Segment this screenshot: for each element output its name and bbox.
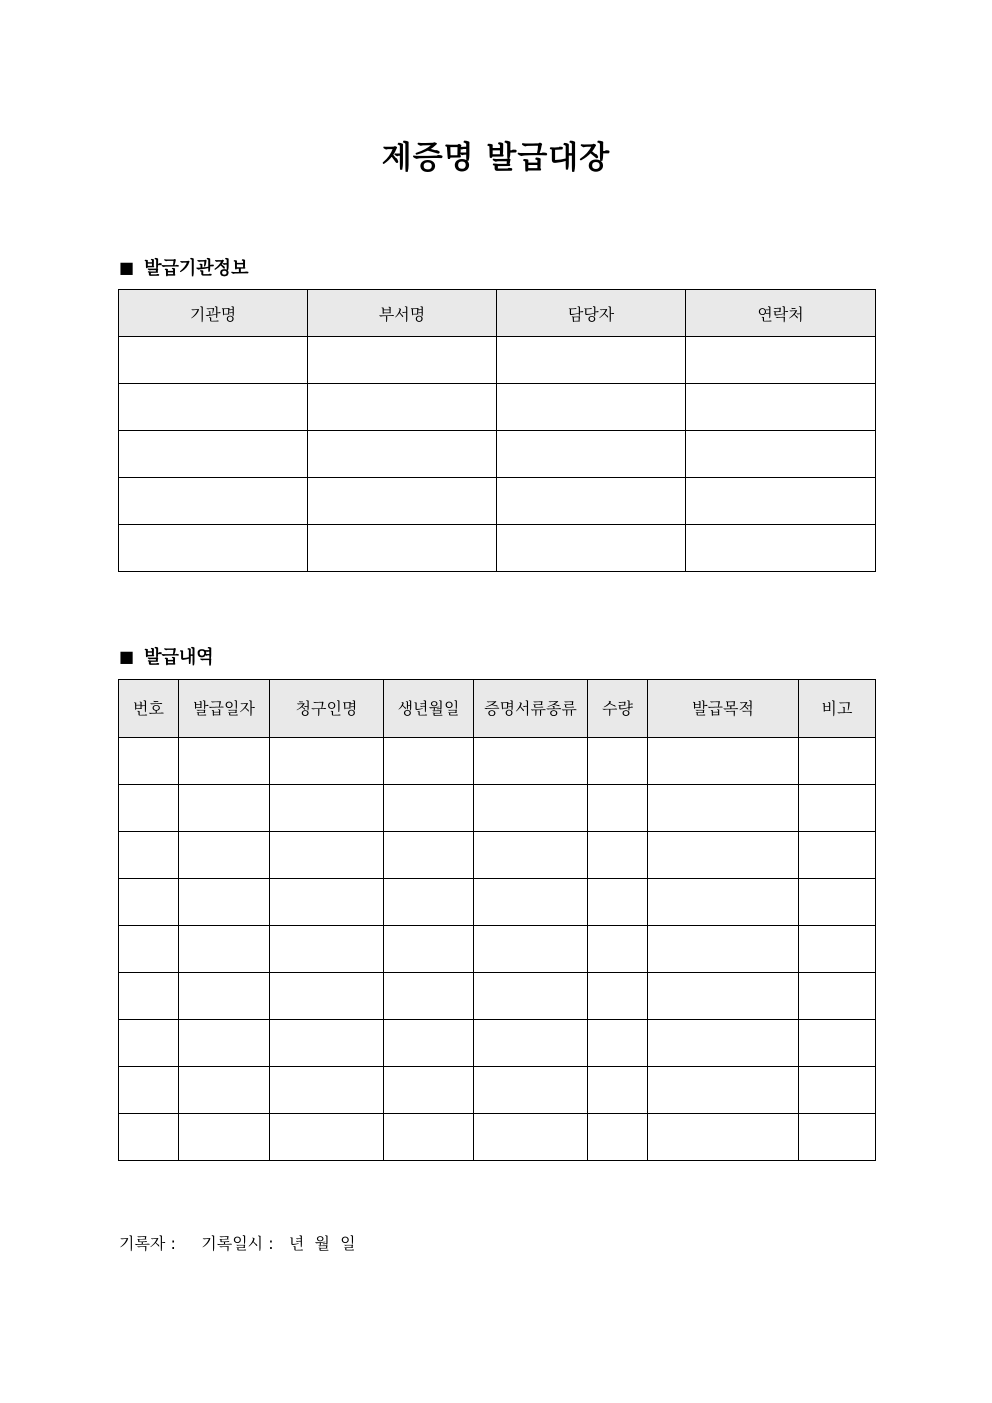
table-cell[interactable] [799, 973, 876, 1020]
table-cell[interactable] [270, 1067, 384, 1114]
table-cell[interactable] [179, 738, 270, 785]
table-cell[interactable] [179, 1067, 270, 1114]
table-cell[interactable] [799, 1067, 876, 1114]
table-cell[interactable] [588, 926, 648, 973]
table-cell[interactable] [179, 926, 270, 973]
issue-table-row [119, 832, 876, 879]
table-cell[interactable] [270, 1114, 384, 1161]
month-label: 월 [314, 1234, 330, 1253]
table-cell[interactable] [179, 1020, 270, 1067]
table-cell[interactable] [648, 738, 799, 785]
table-cell[interactable] [474, 738, 588, 785]
table-cell[interactable] [648, 926, 799, 973]
year-label: 년 [288, 1234, 305, 1253]
table-cell[interactable] [308, 337, 497, 384]
table-cell[interactable] [474, 1114, 588, 1161]
org-header-cell: 부서명 [308, 290, 497, 337]
table-cell[interactable] [308, 384, 497, 431]
org-header-cell: 담당자 [497, 290, 686, 337]
org-header-row [119, 290, 876, 337]
issue-table-row [119, 738, 876, 785]
table-cell[interactable] [588, 738, 648, 785]
square-bullet-icon: ■ [119, 646, 135, 666]
issue-header-cell: 증명서류종류 [474, 680, 588, 738]
table-cell[interactable] [384, 926, 474, 973]
footer-record-line [119, 1231, 356, 1254]
table-cell[interactable] [119, 738, 179, 785]
table-cell[interactable] [799, 926, 876, 973]
issue-header-row [119, 680, 876, 738]
table-cell[interactable] [308, 431, 497, 478]
table-cell[interactable] [648, 973, 799, 1020]
table-cell[interactable] [497, 478, 686, 525]
table-cell[interactable] [588, 973, 648, 1020]
recorder-label: 기록자 : [119, 1234, 176, 1253]
table-cell[interactable] [686, 431, 876, 478]
record-date-label: 기록일시 : [201, 1234, 274, 1253]
issue-history-table [118, 679, 876, 1161]
table-cell[interactable] [270, 738, 384, 785]
issue-header-cell: 수량 [588, 680, 648, 738]
table-cell[interactable] [686, 478, 876, 525]
table-cell[interactable] [119, 1067, 179, 1114]
table-cell[interactable] [179, 785, 270, 832]
issue-header-cell: 생년월일 [384, 680, 474, 738]
table-cell[interactable] [179, 832, 270, 879]
table-cell[interactable] [686, 525, 876, 572]
org-header-cell: 연락처 [686, 290, 876, 337]
table-cell[interactable] [474, 832, 588, 879]
issue-table-row [119, 1114, 876, 1161]
issue-header-cell: 발급일자 [179, 680, 270, 738]
table-cell[interactable] [119, 785, 179, 832]
table-cell[interactable] [119, 1114, 179, 1161]
table-cell[interactable] [474, 879, 588, 926]
table-cell[interactable] [270, 926, 384, 973]
table-cell[interactable] [384, 973, 474, 1020]
table-cell[interactable] [384, 832, 474, 879]
table-cell[interactable] [799, 738, 876, 785]
table-cell[interactable] [308, 478, 497, 525]
table-cell[interactable] [799, 1020, 876, 1067]
table-cell[interactable] [799, 879, 876, 926]
table-cell[interactable] [497, 384, 686, 431]
table-cell[interactable] [270, 879, 384, 926]
org-table-row [119, 337, 876, 384]
issue-table-row [119, 973, 876, 1020]
issue-header-cell: 발급목적 [648, 680, 799, 738]
issue-header-cell: 비고 [799, 680, 876, 738]
day-label: 일 [340, 1234, 356, 1253]
table-cell[interactable] [119, 832, 179, 879]
table-cell[interactable] [384, 1114, 474, 1161]
table-cell[interactable] [179, 879, 270, 926]
issue-table-row [119, 1067, 876, 1114]
table-cell[interactable] [588, 1067, 648, 1114]
table-cell[interactable] [119, 973, 179, 1020]
issue-table-row [119, 926, 876, 973]
table-cell[interactable] [119, 384, 308, 431]
table-cell[interactable] [119, 879, 179, 926]
table-cell[interactable] [686, 384, 876, 431]
table-cell[interactable] [384, 1067, 474, 1114]
issue-header-cell: 번호 [119, 680, 179, 738]
table-cell[interactable] [474, 785, 588, 832]
table-cell[interactable] [119, 1020, 179, 1067]
table-cell[interactable] [474, 926, 588, 973]
table-cell[interactable] [648, 1067, 799, 1114]
table-cell[interactable] [588, 879, 648, 926]
org-table-row [119, 431, 876, 478]
org-table-row [119, 525, 876, 572]
table-cell[interactable] [588, 1114, 648, 1161]
square-bullet-icon: ■ [119, 257, 135, 277]
issue-table-row [119, 1020, 876, 1067]
table-cell[interactable] [648, 785, 799, 832]
table-cell[interactable] [474, 973, 588, 1020]
table-cell[interactable] [648, 1114, 799, 1161]
table-cell[interactable] [648, 832, 799, 879]
issue-table-row [119, 785, 876, 832]
table-cell[interactable] [119, 337, 308, 384]
table-cell[interactable] [119, 431, 308, 478]
org-section-heading [119, 254, 248, 280]
table-cell[interactable] [270, 785, 384, 832]
table-cell[interactable] [474, 1020, 588, 1067]
table-cell[interactable] [384, 738, 474, 785]
table-cell[interactable] [270, 832, 384, 879]
table-cell[interactable] [474, 1067, 588, 1114]
table-cell[interactable] [308, 525, 497, 572]
org-table-row [119, 384, 876, 431]
table-cell[interactable] [270, 1020, 384, 1067]
table-cell[interactable] [799, 1114, 876, 1161]
table-cell[interactable] [119, 478, 308, 525]
issue-table-row [119, 879, 876, 926]
table-cell[interactable] [686, 337, 876, 384]
issue-section-title: 발급내역 [144, 647, 214, 668]
table-cell[interactable] [588, 1020, 648, 1067]
table-cell[interactable] [384, 785, 474, 832]
table-cell[interactable] [648, 879, 799, 926]
org-section-title: 발급기관정보 [144, 258, 249, 279]
table-cell[interactable] [799, 832, 876, 879]
org-table-row [119, 478, 876, 525]
table-cell[interactable] [119, 926, 179, 973]
table-cell[interactable] [799, 785, 876, 832]
org-header-cell: 기관명 [119, 290, 308, 337]
issue-section-heading [119, 643, 214, 669]
table-cell[interactable] [384, 1020, 474, 1067]
table-cell[interactable] [497, 337, 686, 384]
table-cell[interactable] [497, 525, 686, 572]
table-cell[interactable] [384, 879, 474, 926]
table-cell[interactable] [119, 525, 308, 572]
table-cell[interactable] [179, 1114, 270, 1161]
table-cell[interactable] [648, 1020, 799, 1067]
table-cell[interactable] [270, 973, 384, 1020]
issue-header-cell: 청구인명 [270, 680, 384, 738]
org-info-table [118, 289, 876, 572]
table-cell[interactable] [179, 973, 270, 1020]
table-cell[interactable] [497, 431, 686, 478]
table-cell[interactable] [588, 785, 648, 832]
table-cell[interactable] [588, 832, 648, 879]
document-title: 제증명 발급대장 [381, 140, 611, 176]
